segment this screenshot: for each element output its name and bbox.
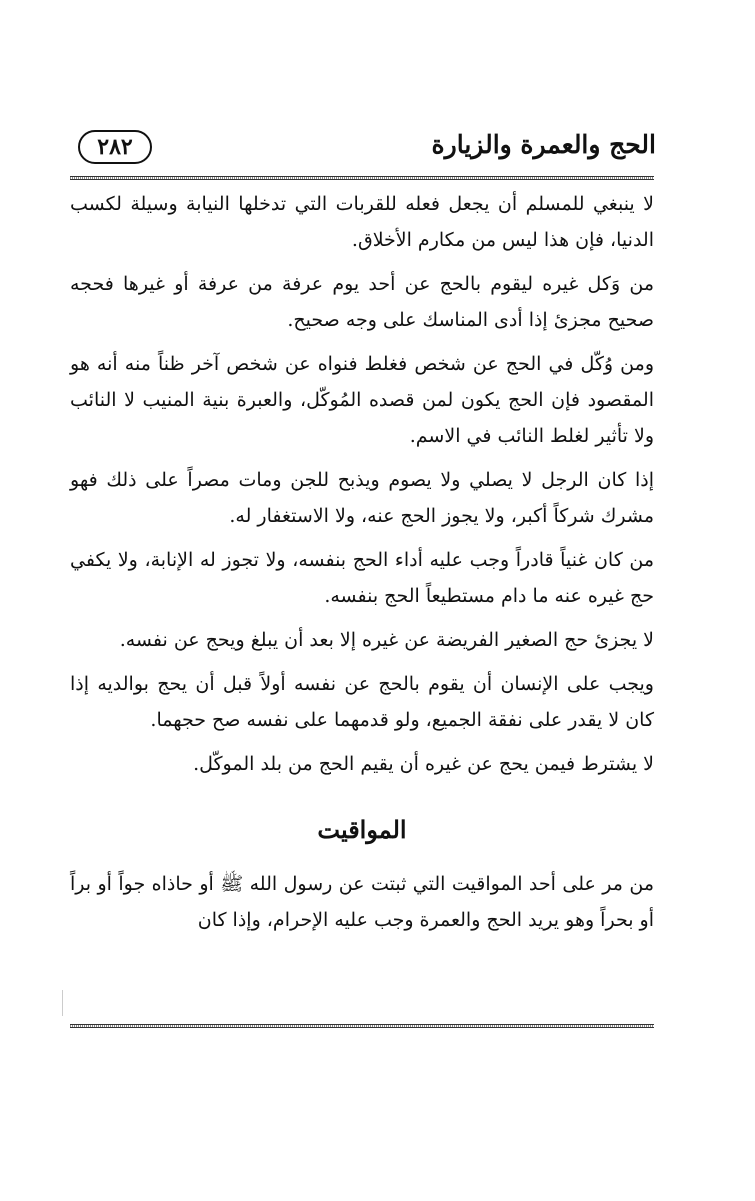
- section-heading: المواقيت: [317, 815, 407, 844]
- paragraph: إذا كان الرجل لا يصلي ولا يصوم ويذبح للجن ومات مصراً على ذلك فهو مشرك شركاً أكبر، ولا يجوز الحج عنه، ولا الاستغفار له.: [70, 469, 654, 527]
- paragraph: من وَكل غيره ليقوم بالحج عن أحد يوم عرفة من عرفة أو غيرها فحجه صحيح مجزئ إذا أدى المناسك على وجه صحيح.: [70, 273, 654, 331]
- paragraph: لا يجزئ حج الصغير الفريضة عن غيره إلا بعد أن يبلغ ويحج عن نفسه.: [119, 629, 654, 651]
- page-number: ٢٨٢: [78, 130, 152, 164]
- page-header: [66, 128, 656, 172]
- paragraph: من كان غنياً قادراً وجب عليه أداء الحج بنفسه، ولا تجوز له الإنابة، ولا يكفي حج غيره عنه ما دام مستطيعاً الحج بنفسه.: [70, 549, 654, 607]
- margin-mark: [62, 990, 63, 1016]
- section-paragraph: من مر على أحد المواقيت التي ثبتت عن رسول الله ﷺ أو حاذاه جواً أو براً أو بحراً وهو يريد الحج والعمرة وجب عليه الإحرام، وإذا كان: [70, 873, 654, 931]
- paragraph: ومن وُكّل في الحج عن شخص فغلط فنواه عن شخص آخر ظناً منه أنه هو المقصود فإن الحج يكون لمن قصده المُوكّل، والعبرة بنية المنيب لا النائب ولا تأثير لغلط النائب في الاسم.: [70, 353, 654, 447]
- paragraph: لا ينبغي للمسلم أن يجعل فعله للقربات التي تدخلها النيابة وسيلة لكسب الدنيا، فإن هذا ليس من مكارم الأخلاق.: [70, 193, 654, 251]
- paragraph: ويجب على الإنسان أن يقوم بالحج عن نفسه أولاً قبل أن يحج بوالديه إذا كان لا يقدر على نفقة الجميع، ولو قدمهما على نفسه صح حجهما.: [70, 673, 654, 731]
- book-title: الحج والعمرة والزيارة: [431, 130, 656, 159]
- page-body: [70, 186, 654, 946]
- footer-rule: [70, 1024, 654, 1028]
- header-rule: [70, 176, 654, 180]
- paragraph: لا يشترط فيمن يحج عن غيره أن يقيم الحج من بلد الموكّل.: [193, 753, 654, 775]
